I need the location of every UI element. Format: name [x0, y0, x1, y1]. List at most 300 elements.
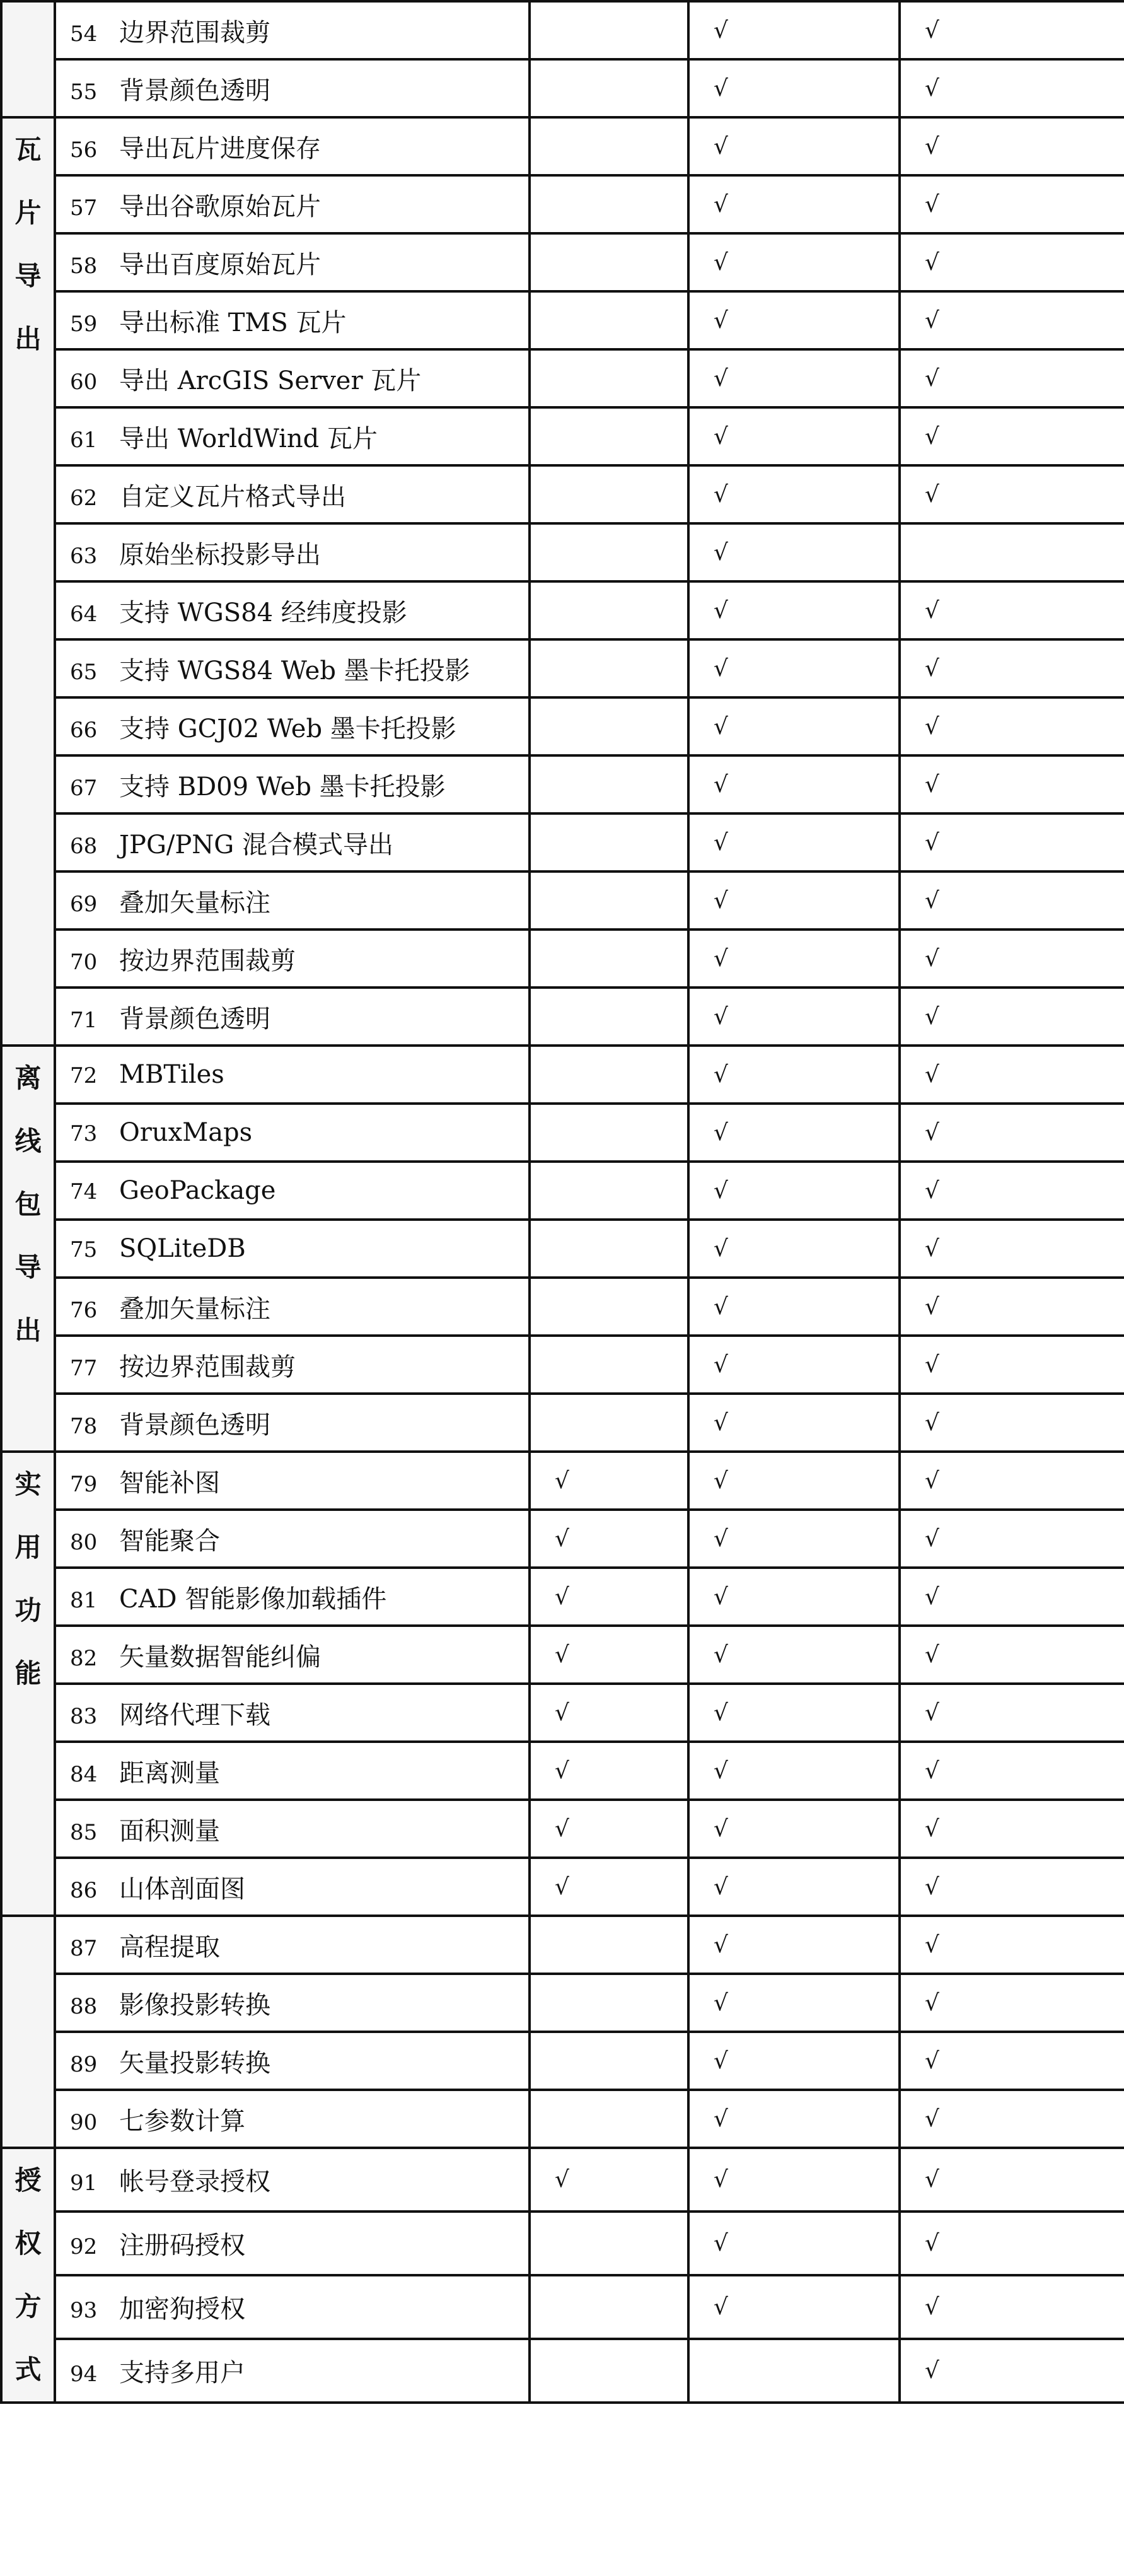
- check-mark: √: [925, 249, 939, 276]
- check-mark: √: [714, 1351, 728, 1378]
- feature-name: 支持 GCJ02 Web 墨卡托投影: [119, 714, 456, 743]
- edition-1-support-cell: [530, 813, 688, 871]
- check-mark: √: [925, 1409, 939, 1436]
- edition-2-support-cell: [688, 2275, 900, 2339]
- feature-cell: [55, 523, 530, 581]
- edition-1-support-cell: [530, 175, 688, 233]
- row-number: 77: [70, 1355, 98, 1381]
- category-char: 实: [14, 1469, 42, 1500]
- edition-3-support-cell: [900, 291, 1124, 349]
- check-mark: √: [925, 75, 939, 102]
- feature-name: 影像投影转换: [119, 1990, 270, 2020]
- row-number: 81: [70, 1587, 98, 1613]
- edition-2-support-cell: [688, 1220, 900, 1278]
- edition-3-support-cell: [900, 1046, 1124, 1104]
- edition-3-support-cell: [900, 1742, 1124, 1800]
- check-mark: √: [714, 1177, 728, 1204]
- edition-1-support-cell: [530, 1452, 688, 1510]
- row-number: 87: [70, 1935, 98, 1961]
- table-row: [1, 755, 1124, 813]
- row-number: 72: [70, 1063, 98, 1088]
- feature-cell: [55, 175, 530, 233]
- feature-cell: [55, 1800, 530, 1858]
- category-char: 瓦: [14, 134, 42, 165]
- feature-name: 面积测量: [119, 1816, 220, 1846]
- table-row: [1, 1800, 1124, 1858]
- table-row: [1, 465, 1124, 523]
- table-row: [1, 1104, 1124, 1162]
- feature-cell: [55, 1220, 530, 1278]
- check-mark: √: [714, 1467, 728, 1494]
- edition-2-support-cell: [688, 1568, 900, 1626]
- edition-2-support-cell: [688, 1858, 900, 1916]
- check-mark: √: [714, 2294, 728, 2320]
- row-number: 54: [70, 21, 98, 47]
- edition-3-support-cell: [900, 988, 1124, 1046]
- feature-name: 导出谷歌原始瓦片: [119, 192, 321, 221]
- check-mark: √: [714, 191, 728, 218]
- feature-name: 支持 WGS84 经纬度投影: [119, 598, 407, 627]
- row-number: 64: [70, 601, 98, 627]
- table-row: [1, 871, 1124, 930]
- feature-cell: [55, 1336, 530, 1394]
- edition-1-support-cell: [530, 2032, 688, 2090]
- edition-3-support-cell: [900, 1510, 1124, 1568]
- edition-3-support-cell: [900, 59, 1124, 117]
- row-number: 55: [70, 79, 98, 105]
- edition-3-support-cell: [900, 2090, 1124, 2148]
- row-number: 84: [70, 1761, 98, 1787]
- table-row: [1, 2275, 1124, 2339]
- check-mark: √: [925, 1583, 939, 1610]
- check-mark: √: [925, 1235, 939, 1262]
- edition-3-support-cell: [900, 1104, 1124, 1162]
- row-number: 74: [70, 1179, 98, 1204]
- category-char: 离: [14, 1063, 42, 1093]
- feature-name: CAD 智能影像加载插件: [119, 1584, 387, 1614]
- feature-name: 导出瓦片进度保存: [119, 134, 321, 163]
- category-char: 包: [14, 1189, 42, 1220]
- check-mark: √: [555, 1699, 569, 1726]
- edition-3-support-cell: [900, 697, 1124, 755]
- edition-3-support-cell: [900, 407, 1124, 465]
- check-mark: √: [555, 1757, 569, 1784]
- feature-cell: [55, 988, 530, 1046]
- feature-name: 山体剖面图: [119, 1874, 245, 1904]
- feature-name: 支持 BD09 Web 墨卡托投影: [119, 772, 446, 801]
- table-row: [1, 349, 1124, 407]
- category-cell: [1, 1046, 55, 1452]
- edition-3-support-cell: [900, 1684, 1124, 1742]
- check-mark: √: [925, 887, 939, 914]
- edition-3-support-cell: [900, 1278, 1124, 1336]
- check-mark: √: [714, 307, 728, 334]
- edition-1-support-cell: [530, 2212, 688, 2275]
- edition-3-support-cell: [900, 930, 1124, 988]
- row-number: 91: [70, 2171, 98, 2196]
- edition-3-support-cell: [900, 349, 1124, 407]
- table-row: [1, 988, 1124, 1046]
- edition-1-support-cell: [530, 1858, 688, 1916]
- check-mark: √: [925, 2048, 939, 2074]
- feature-cell: [55, 1278, 530, 1336]
- edition-2-support-cell: [688, 697, 900, 755]
- edition-3-support-cell: [900, 117, 1124, 175]
- feature-cell: [55, 1394, 530, 1452]
- feature-cell: [55, 1916, 530, 1974]
- edition-2-support-cell: [688, 291, 900, 349]
- check-mark: √: [925, 17, 939, 44]
- check-mark: √: [714, 1699, 728, 1726]
- edition-1-support-cell: [530, 1626, 688, 1684]
- check-mark: √: [714, 365, 728, 392]
- edition-2-support-cell: [688, 813, 900, 871]
- row-number: 63: [70, 543, 98, 569]
- category-char: 出: [14, 1315, 42, 1346]
- edition-2-support-cell: [688, 2090, 900, 2148]
- feature-cell: [55, 1626, 530, 1684]
- check-mark: √: [925, 1061, 939, 1088]
- feature-cell: [55, 697, 530, 755]
- edition-3-support-cell: [900, 175, 1124, 233]
- row-number: 90: [70, 2109, 98, 2135]
- category-char: 导: [14, 260, 42, 291]
- category-char: 式: [14, 2354, 42, 2385]
- edition-2-support-cell: [688, 755, 900, 813]
- row-number: 62: [70, 485, 98, 511]
- edition-1-support-cell: [530, 2339, 688, 2403]
- feature-name: GeoPackage: [119, 1176, 276, 1205]
- check-mark: √: [555, 1525, 569, 1552]
- edition-2-support-cell: [688, 1916, 900, 1974]
- check-mark: √: [555, 1874, 569, 1900]
- check-mark: √: [925, 481, 939, 508]
- feature-name: 距离测量: [119, 1758, 220, 1788]
- check-mark: √: [714, 1757, 728, 1784]
- check-mark: √: [714, 1525, 728, 1552]
- edition-1-support-cell: [530, 1974, 688, 2032]
- category-char: 用: [14, 1532, 42, 1563]
- check-mark: √: [925, 2230, 939, 2256]
- edition-1-support-cell: [530, 59, 688, 117]
- feature-cell: [55, 2090, 530, 2148]
- feature-cell: [55, 2339, 530, 2403]
- table-row: [1, 697, 1124, 755]
- edition-3-support-cell: [900, 465, 1124, 523]
- table-row: [1, 1858, 1124, 1916]
- table-row: [1, 1742, 1124, 1800]
- edition-3-support-cell: [900, 523, 1124, 581]
- feature-cell: [55, 1510, 530, 1568]
- feature-cell: [55, 1162, 530, 1220]
- table-row: [1, 1278, 1124, 1336]
- edition-1-support-cell: [530, 930, 688, 988]
- table-row: [1, 523, 1124, 581]
- feature-name: 背景颜色透明: [119, 76, 270, 105]
- check-mark: √: [714, 713, 728, 740]
- check-mark: √: [925, 1641, 939, 1668]
- check-mark: √: [714, 887, 728, 914]
- edition-3-support-cell: [900, 813, 1124, 871]
- edition-2-support-cell: [688, 581, 900, 639]
- table-row: [1, 581, 1124, 639]
- feature-name: 按边界范围裁剪: [119, 946, 296, 976]
- edition-1-support-cell: [530, 639, 688, 697]
- edition-2-support-cell: [688, 2148, 900, 2212]
- feature-name: 加密狗授权: [119, 2295, 245, 2324]
- table-row: [1, 1974, 1124, 2032]
- check-mark: √: [714, 2106, 728, 2132]
- check-mark: √: [714, 597, 728, 624]
- check-mark: √: [714, 481, 728, 508]
- edition-2-support-cell: [688, 117, 900, 175]
- category-char: 线: [14, 1126, 42, 1157]
- edition-2-support-cell: [688, 1800, 900, 1858]
- edition-3-support-cell: [900, 1800, 1124, 1858]
- feature-name: 原始坐标投影导出: [119, 540, 321, 569]
- edition-1-support-cell: [530, 1742, 688, 1800]
- row-number: 60: [70, 369, 98, 395]
- edition-3-support-cell: [900, 2275, 1124, 2339]
- row-number: 61: [70, 427, 98, 453]
- edition-1-support-cell: [530, 465, 688, 523]
- feature-name: 矢量数据智能纠偏: [119, 1642, 321, 1672]
- check-mark: √: [925, 2294, 939, 2320]
- row-number: 57: [70, 195, 98, 221]
- edition-3-support-cell: [900, 2148, 1124, 2212]
- feature-name: 边界范围裁剪: [119, 18, 270, 47]
- feature-cell: [55, 2148, 530, 2212]
- feature-name: 导出 WorldWind 瓦片: [119, 424, 378, 453]
- check-mark: √: [925, 2167, 939, 2193]
- edition-3-support-cell: [900, 2339, 1124, 2403]
- edition-3-support-cell: [900, 1916, 1124, 1974]
- row-number: 58: [70, 253, 98, 279]
- edition-2-support-cell: [688, 175, 900, 233]
- check-mark: √: [714, 771, 728, 798]
- check-mark: √: [925, 2358, 939, 2384]
- table-row: [1, 930, 1124, 988]
- feature-cell: [55, 1974, 530, 2032]
- table-row: [1, 1916, 1124, 1974]
- edition-2-support-cell: [688, 465, 900, 523]
- feature-cell: [55, 1568, 530, 1626]
- table-row: [1, 813, 1124, 871]
- feature-name: 叠加矢量标注: [119, 888, 270, 918]
- edition-1-support-cell: [530, 1, 688, 59]
- category-cell: [1, 117, 55, 1046]
- edition-2-support-cell: [688, 349, 900, 407]
- feature-cell: [55, 291, 530, 349]
- edition-2-support-cell: [688, 1162, 900, 1220]
- row-number: 67: [70, 775, 98, 801]
- check-mark: √: [925, 1699, 939, 1726]
- feature-cell: [55, 813, 530, 871]
- edition-1-support-cell: [530, 1336, 688, 1394]
- feature-cell: [55, 2032, 530, 2090]
- check-mark: √: [714, 829, 728, 856]
- check-mark: √: [714, 1003, 728, 1030]
- category-char: 方: [14, 2291, 42, 2322]
- edition-1-support-cell: [530, 1220, 688, 1278]
- feature-name: 网络代理下载: [119, 1700, 270, 1730]
- feature-name: 自定义瓦片格式导出: [119, 482, 346, 511]
- table-row: [1, 639, 1124, 697]
- edition-2-support-cell: [688, 1510, 900, 1568]
- edition-2-support-cell: [688, 2212, 900, 2275]
- feature-cell: [55, 639, 530, 697]
- check-mark: √: [714, 1409, 728, 1436]
- edition-1-support-cell: [530, 291, 688, 349]
- edition-3-support-cell: [900, 581, 1124, 639]
- row-number: 76: [70, 1297, 98, 1323]
- category-char: 导: [14, 1252, 42, 1283]
- edition-2-support-cell: [688, 988, 900, 1046]
- feature-name: 导出百度原始瓦片: [119, 250, 321, 279]
- edition-3-support-cell: [900, 1336, 1124, 1394]
- row-number: 93: [70, 2298, 98, 2323]
- feature-name: 高程提取: [119, 1932, 220, 1962]
- check-mark: √: [555, 2167, 569, 2193]
- table-row: [1, 117, 1124, 175]
- edition-1-support-cell: [530, 1568, 688, 1626]
- edition-2-support-cell: [688, 1394, 900, 1452]
- edition-1-support-cell: [530, 1278, 688, 1336]
- category-char: 权: [14, 2228, 42, 2259]
- feature-name: 智能补图: [119, 1468, 220, 1498]
- check-mark: √: [714, 423, 728, 450]
- table-row: [1, 2212, 1124, 2275]
- feature-name: MBTiles: [119, 1060, 224, 1089]
- edition-3-support-cell: [900, 1162, 1124, 1220]
- feature-cell: [55, 2275, 530, 2339]
- check-mark: √: [925, 1467, 939, 1494]
- check-mark: √: [714, 655, 728, 682]
- feature-cell: [55, 871, 530, 930]
- edition-1-support-cell: [530, 697, 688, 755]
- check-mark: √: [714, 249, 728, 276]
- check-mark: √: [714, 133, 728, 160]
- check-mark: √: [714, 2048, 728, 2074]
- feature-name: 帐号登录授权: [119, 2167, 270, 2196]
- check-mark: √: [925, 423, 939, 450]
- edition-2-support-cell: [688, 233, 900, 291]
- edition-2-support-cell: [688, 1, 900, 59]
- check-mark: √: [925, 945, 939, 972]
- check-mark: √: [925, 1932, 939, 1958]
- feature-name: 叠加矢量标注: [119, 1294, 270, 1324]
- edition-1-support-cell: [530, 1046, 688, 1104]
- table-row: [1, 1684, 1124, 1742]
- table-row: [1, 1, 1124, 59]
- row-number: 65: [70, 659, 98, 685]
- edition-2-support-cell: [688, 1278, 900, 1336]
- table-row: [1, 233, 1124, 291]
- category-char: 出: [14, 323, 42, 354]
- feature-cell: [55, 930, 530, 988]
- edition-2-support-cell: [688, 59, 900, 117]
- check-mark: √: [925, 1293, 939, 1320]
- row-number: 85: [70, 1819, 98, 1845]
- table-row: [1, 2032, 1124, 2090]
- feature-cell: [55, 2212, 530, 2275]
- row-number: 75: [70, 1237, 98, 1262]
- edition-2-support-cell: [688, 639, 900, 697]
- check-mark: √: [555, 1583, 569, 1610]
- row-number: 94: [70, 2362, 98, 2387]
- table-row: [1, 1452, 1124, 1510]
- edition-1-support-cell: [530, 1916, 688, 1974]
- row-number: 78: [70, 1413, 98, 1439]
- edition-2-support-cell: [688, 1974, 900, 2032]
- feature-cell: [55, 407, 530, 465]
- row-number: 73: [70, 1121, 98, 1146]
- edition-2-support-cell: [688, 2339, 900, 2403]
- edition-1-support-cell: [530, 755, 688, 813]
- category-char: 授: [14, 2165, 42, 2196]
- edition-3-support-cell: [900, 233, 1124, 291]
- feature-name: 背景颜色透明: [119, 1004, 270, 1034]
- feature-cell: [55, 755, 530, 813]
- check-mark: √: [925, 2106, 939, 2132]
- check-mark: √: [925, 133, 939, 160]
- feature-cell: [55, 1, 530, 59]
- check-mark: √: [555, 1815, 569, 1842]
- edition-2-support-cell: [688, 1684, 900, 1742]
- check-mark: √: [714, 17, 728, 44]
- feature-name: SQLiteDB: [119, 1234, 246, 1263]
- feature-name: 注册码授权: [119, 2231, 245, 2260]
- table-row: [1, 1046, 1124, 1104]
- edition-3-support-cell: [900, 1220, 1124, 1278]
- edition-1-support-cell: [530, 988, 688, 1046]
- edition-1-support-cell: [530, 349, 688, 407]
- check-mark: √: [714, 945, 728, 972]
- check-mark: √: [714, 1815, 728, 1842]
- feature-name: 背景颜色透明: [119, 1410, 270, 1440]
- check-mark: √: [925, 597, 939, 624]
- feature-name: 矢量投影转换: [119, 2048, 270, 2078]
- row-number: 88: [70, 1993, 98, 2019]
- edition-2-support-cell: [688, 930, 900, 988]
- row-number: 70: [70, 949, 98, 975]
- table-row: [1, 2148, 1124, 2212]
- edition-1-support-cell: [530, 2275, 688, 2339]
- table-row: [1, 1568, 1124, 1626]
- table-row: [1, 1510, 1124, 1568]
- check-mark: √: [925, 1351, 939, 1378]
- edition-3-support-cell: [900, 1568, 1124, 1626]
- feature-name: OruxMaps: [119, 1118, 253, 1147]
- edition-1-support-cell: [530, 1510, 688, 1568]
- edition-2-support-cell: [688, 1046, 900, 1104]
- table-row: [1, 1220, 1124, 1278]
- edition-3-support-cell: [900, 1974, 1124, 2032]
- feature-cell: [55, 1684, 530, 1742]
- table-row: [1, 2339, 1124, 2403]
- category-cell: [1, 1, 55, 117]
- edition-3-support-cell: [900, 1858, 1124, 1916]
- row-number: 82: [70, 1645, 98, 1671]
- feature-cell: [55, 59, 530, 117]
- table-row: [1, 1336, 1124, 1394]
- check-mark: √: [714, 1061, 728, 1088]
- check-mark: √: [555, 1641, 569, 1668]
- feature-cell: [55, 1104, 530, 1162]
- check-mark: √: [714, 2230, 728, 2256]
- check-mark: √: [714, 1932, 728, 1958]
- row-number: 59: [70, 311, 98, 337]
